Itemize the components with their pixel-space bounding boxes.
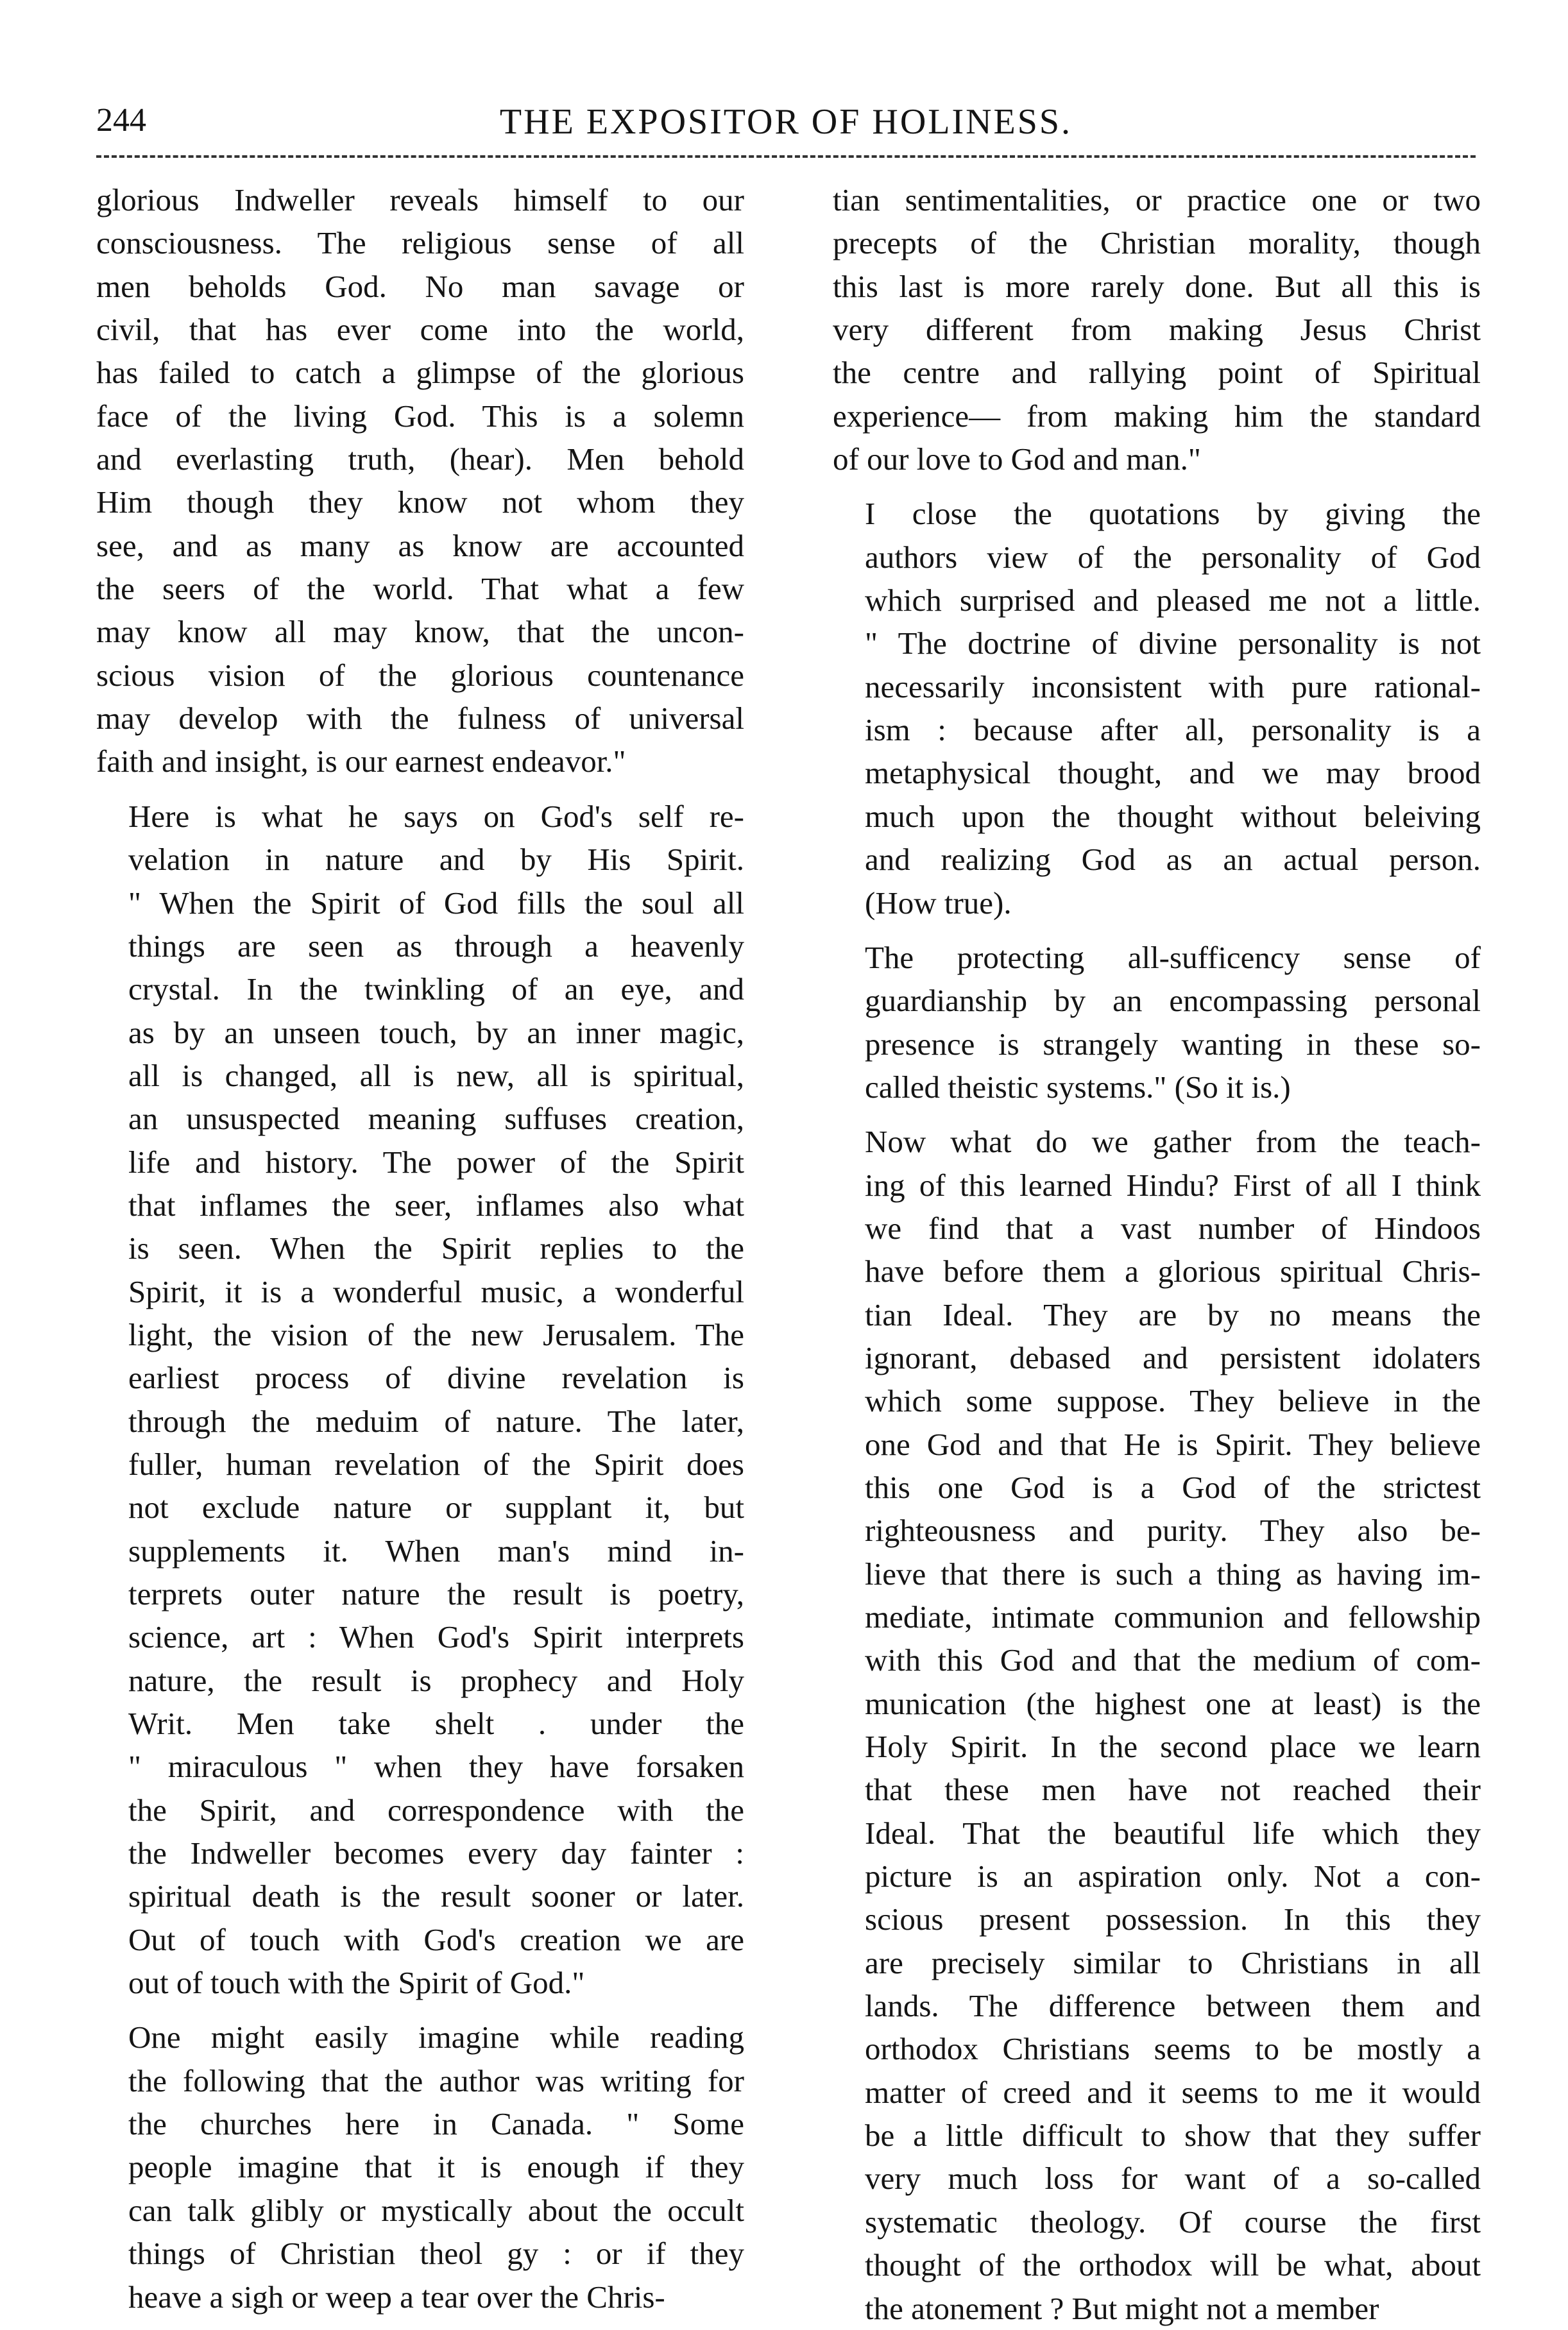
text-line: thought of the orthodox will be what, about [865,2247,1481,2283]
text-line: not exclude nature or supplant it, but [128,1490,744,1526]
header-rule [96,155,1476,158]
text-line: faith and insight, is our earnest endeavor." [96,744,626,779]
text-line: crystal. In the twinkling of an eye, and [128,971,744,1007]
text-line: the seers of the world. That what a few [96,571,744,607]
text-line: One might easily imagine while reading [128,2020,744,2055]
text-line: which some suppose. They believe in the [865,1383,1481,1419]
text-line: glorious Indweller reveals himself to our [96,182,744,217]
text-line: an unsuspected meaning suffuses creation, [128,1101,744,1137]
text-line: that inflames the seer, inflames also what [128,1187,744,1223]
text-line: earliest process of divine revelation is [128,1360,744,1396]
text-line: may develop with the fulness of universal [96,701,744,736]
text-line: people imagine that it is enough if they [128,2149,744,2185]
text-line: systematic theology. Of course the first [865,2204,1481,2240]
text-line: tian sentimentalities, or practice one or two [833,182,1481,217]
text-line: can talk glibly or mystically about the occult [128,2192,744,2228]
text-line: all is changed, all is new, all is spiritual, [128,1057,744,1093]
text-line: Ideal. That the beautiful life which they [865,1815,1481,1851]
paragraph [833,178,1481,480]
text-line: ing of this learned Hindu? First of all I think [865,1167,1481,1203]
text-line: picture is an aspiration only. Not a con- [865,1858,1481,1894]
text-line: this one God is a God of the strictest [865,1469,1481,1505]
text-line: Here is what he says on God's self re- [128,798,744,834]
text-line: this last is more rarely done. But all this is [833,268,1481,304]
text-line: " miraculous " when they have forsaken [128,1749,744,1785]
text-line: fuller, human revelation of the Spirit does [128,1446,744,1482]
text-line: matter of creed and it seems to me it would [865,2074,1481,2110]
text-line: nature, the result is prophecy and Holy [128,1662,744,1698]
text-line: the atonement ? But might not a member [865,2290,1379,2326]
text-line: very different from making Jesus Christ [833,312,1481,348]
text-line: Now what do we gather from the teach- [865,1124,1481,1160]
text-line: of our love to God and man." [833,441,1201,477]
text-line: I close the quotations by giving the [865,496,1481,532]
text-line: " The doctrine of divine personality is not [865,625,1481,661]
paragraph [833,936,1481,1109]
text-line: be a little difficult to show that they suffer [865,2118,1481,2154]
paragraph [96,795,744,2005]
text-line: are precisely similar to Christians in all [865,1944,1481,1980]
text-line: very much loss for want of a so-called [865,2161,1481,2197]
text-line: one God and that He is Spirit. They believe [865,1426,1481,1462]
text-line: Out of touch with God's creation we are [128,1921,744,1957]
text-line: The protecting all-sufficency sense of [865,939,1481,975]
text-line: Writ. Men take shelt . under the [128,1706,744,1742]
text-line: with this God and that the medium of com- [865,1642,1481,1678]
text-line: ignorant, debased and persistent idolaters [865,1339,1481,1375]
text-line: scious vision of the glorious countenance [96,657,744,693]
text-line: supplements it. When man's mind in- [128,1533,744,1569]
paragraph [96,2016,744,2318]
text-line: science, art : When God's Spirit interprets [128,1619,744,1655]
text-line: precepts of the Christian morality, though [833,225,1481,261]
text-line: (How true). [865,885,1012,921]
text-line: " When the Spirit of God fills the soul all [128,885,744,921]
text-line: the following that the author was writing for [128,2062,744,2098]
text-line: scious present possession. In this they [865,1901,1481,1937]
text-line: lands. The difference between them and [865,1988,1481,2024]
text-line: metaphysical thought, and we may brood [865,755,1481,791]
text-line: the Indweller becomes every day fainter : [128,1835,744,1871]
text-line: through the meduim of nature. The later, [128,1403,744,1439]
text-line: lieve that there is such a thing as having im- [865,1556,1481,1592]
text-line: Spirit, it is a wonderful music, a wonderful [128,1273,744,1309]
text-line: consciousness. The religious sense of all [96,225,744,261]
text-line: is seen. When the Spirit replies to the [128,1230,744,1266]
text-line: necessarily inconsistent with pure rational- [865,668,1481,704]
text-line: terprets outer nature the result is poetry, [128,1576,744,1611]
text-line: spiritual death is the result sooner or later. [128,1878,744,1914]
text-line: Holy Spirit. In the second place we learn [865,1729,1481,1765]
text-line: much upon the thought without beleiving [865,798,1481,834]
text-line: guardianship by an encompassing personal [865,983,1481,1019]
text-line: the churches here in Canada. " Some [128,2106,744,2142]
text-line: life and history. The power of the Spirit [128,1144,744,1180]
text-line: may know all may know, that the uncon- [96,614,744,650]
page-header [96,101,1476,153]
text-line: see, and as many as know are accounted [96,527,744,563]
text-line: light, the vision of the new Jerusalem. The [128,1316,744,1352]
text-line: tian Ideal. They are by no means the [865,1297,1481,1332]
text-line: things of Christian theol gy : or if they [128,2236,744,2272]
text-line: which surprised and pleased me not a little. [865,582,1481,618]
text-line: men beholds God. No man savage or [96,268,744,304]
right-column [833,178,1481,2330]
text-line: presence is strangely wanting in these so- [865,1026,1481,1062]
text-line: velation in nature and by His Spirit. [128,842,744,878]
text-line: things are seen as through a heavenly [128,928,744,964]
paragraph [96,178,744,783]
text-line: face of the living God. This is a solemn [96,398,744,434]
text-line: mediate, intimate communion and fellowship [865,1599,1481,1635]
text-line: that these men have not reached their [865,1772,1481,1808]
text-line: and realizing God as an actual person. [865,842,1481,878]
page-number: 244 [96,102,146,139]
text-line: out of touch with the Spirit of God." [128,1965,585,2001]
text-line: called theistic systems." (So it is.) [865,1069,1291,1105]
text-line: have before them a glorious spiritual Chris- [865,1254,1481,1289]
text-line: righteousness and purity. They also be- [865,1513,1481,1549]
text-line: heave a sigh or weep a tear over the Chris- [128,2279,665,2315]
text-line: as by an unseen touch, by an inner magic, [128,1014,744,1050]
text-line: munication (the highest one at least) is the [865,1685,1481,1721]
text-line: orthodox Christians seems to be mostly a [865,2031,1481,2067]
paragraph [833,1120,1481,2330]
running-title: THE EXPOSITOR OF HOLINESS. [499,102,1073,142]
text-line: ism : because after all, personality is a [865,712,1481,748]
text-line: civil, that has ever come into the world, [96,312,744,348]
text-line: experience— from making him the standard [833,398,1481,434]
text-line: the centre and rallying point of Spiritual [833,355,1481,391]
text-line: we find that a vast number of Hindoos [865,1210,1481,1246]
text-line: the Spirit, and correspondence with the [128,1792,744,1828]
paragraph [833,492,1481,924]
text-line: and everlasting truth, (hear). Men behold [96,441,744,477]
text-line: authors view of the personality of God [865,539,1481,575]
text-line: Him though they know not whom they [96,484,744,520]
left-column [96,178,744,2318]
text-line: has failed to catch a glimpse of the glorious [96,355,744,391]
